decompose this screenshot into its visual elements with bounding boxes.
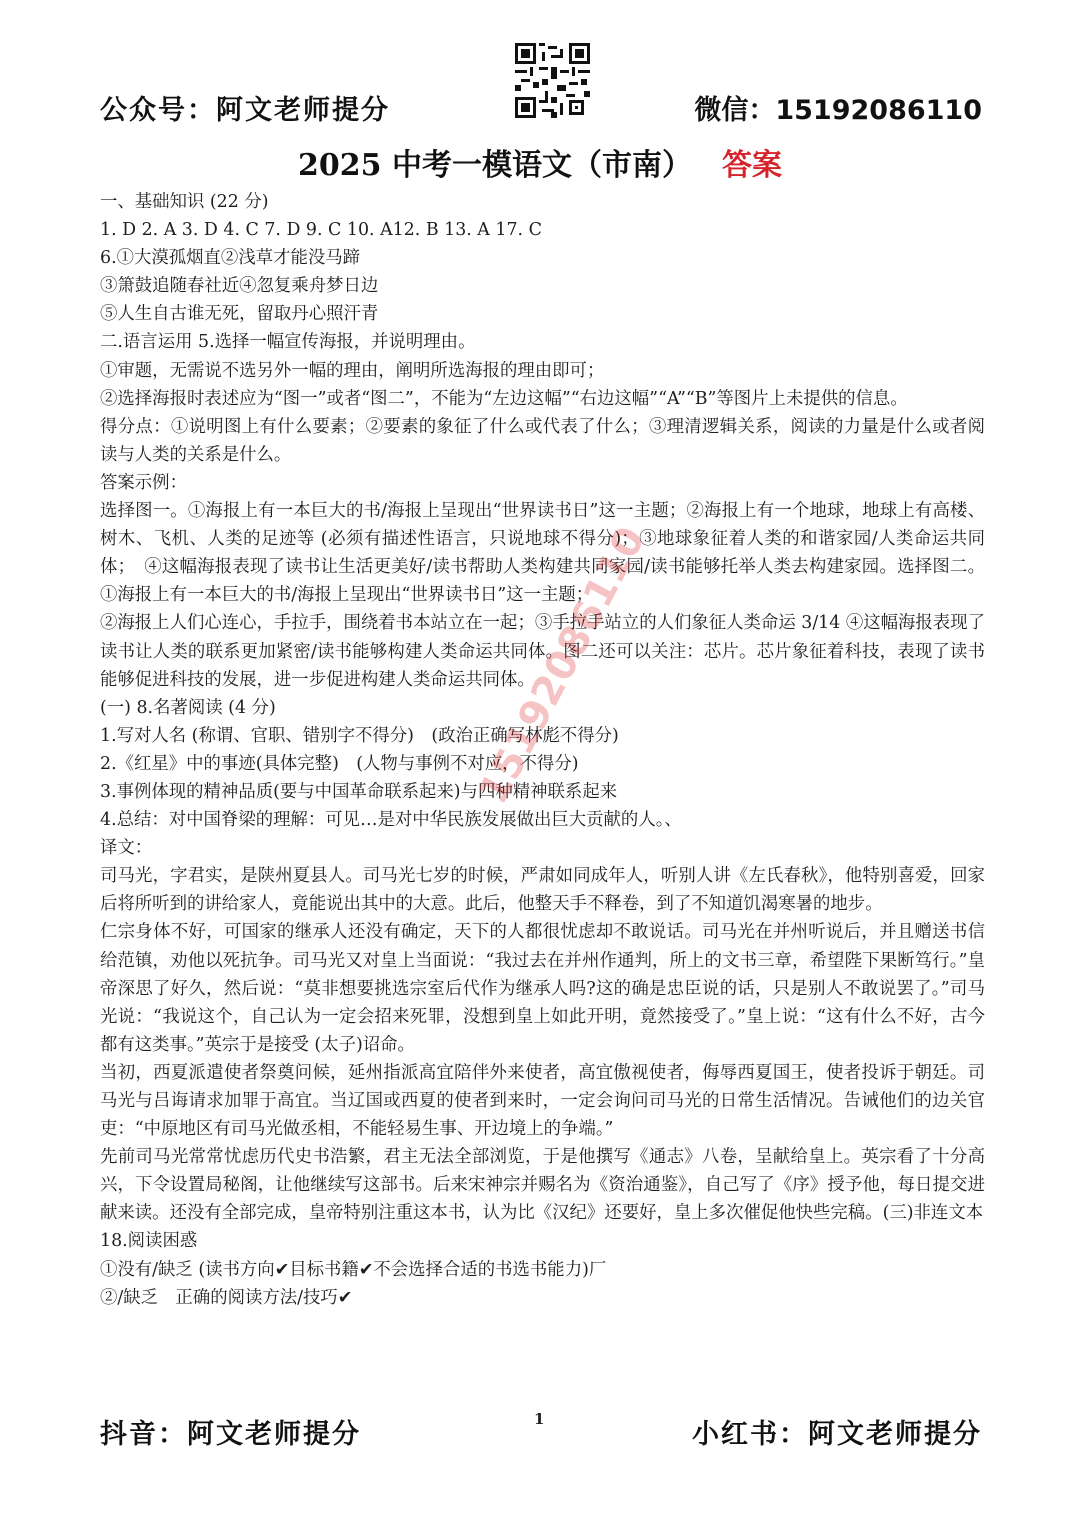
text-line: ①没有/缺乏 (读书方向✔目标书籍✔不会选择合适的书选书能力)厂: [100, 1259, 607, 1280]
text-line: ③箫鼓追随春社近④忽复乘舟梦日边: [100, 276, 379, 297]
header-wechat-id: 微信：15192086110: [694, 95, 982, 126]
text-line: 6.①大漠孤烟直②浅草才能没马蹄: [100, 248, 361, 269]
text-line: 译文：: [100, 838, 153, 859]
watermark: 15192086110: [470, 519, 655, 812]
title-answer: 答案: [721, 148, 782, 183]
text-paragraph: 仁宗身体不好，可国家的继承人还没有确定，天下的人都很忧虑却不敢说话。司马光在并州听说后，并且赠送书信给范镇，劝他以死抗争。司马光又对皇上当面说：“我过去在并州作通判，所上的文书三章，希望陛下果断笃行。”皇帝深思了好久，然后说：“莫非想要挑选宗室后代作为继承人吗?这的确是忠臣说的话，只是别人不敢说罢了。”司马光说：“我说这个，自己认为一定会招来死罪，没想到皇上如此开明，竟然接受了。”皇上说：“这有什么不好，古今都有这类事。”英宗于是接受 (太子)诏命。: [100, 922, 985, 1055]
text-line: 3.事例体现的精神品质(要与中国革命联系起来)与四种精神联系起来: [100, 781, 618, 802]
text-line: 2.《红星》中的事迹(具体完整) (人物与事例不对应，不得分): [100, 753, 579, 774]
section-heading: (一) 8.名著阅读 (4 分): [100, 697, 276, 718]
answer-content: [100, 188, 985, 1312]
section-heading: 18.阅读困惑: [100, 1231, 198, 1252]
text-line: 1. D 2. A 3. D 4. C 7. D 9. C 10. A12. B 13. A 17. C: [100, 220, 542, 241]
text-line: 1.写对人名 (称谓、官职、错别字不得分) (政治正确写林彪不得分): [100, 725, 619, 746]
text-line: ②选择海报时表述应为“图一”或者“图二”，不能为“左边这幅”“右边这幅”“A”“B”等图片上未提供的信息。: [100, 388, 908, 409]
text-line: 4.总结：对中国脊梁的理解：可见…是对中华民族发展做出巨大贡献的人。、: [100, 810, 682, 831]
text-paragraph: 先前司马光常常忧虑历代史书浩繁，君主无法全部浏览，于是他撰写《通志》八卷，呈献给皇上。英宗看了十分高兴，下令设置局秘阁，让他继续写这部书。后来宋神宗并赐名为《资治通鉴》，自己写了《序》授予他，每日提交进献来读。还没有全部完成，皇帝特别注重这本书，认为比《汉纪》还要好，皇上多次催促他快些完稿。(三)非连文本: [100, 1147, 985, 1224]
text-line: ②/缺乏 正确的阅读方法/技巧✔: [100, 1287, 353, 1308]
page-number: 1: [534, 1410, 545, 1428]
text-line: ①审题，无需说不选另外一幅的理由，阐明所选海报的理由即可；: [100, 360, 605, 381]
text-line: ⑤人生自古谁无死，留取丹心照汗青: [100, 304, 379, 325]
footer-douyin: 抖音：阿文老师提分: [100, 1419, 361, 1450]
header-wechat-account: 公众号：阿文老师提分: [100, 95, 390, 126]
text-paragraph: 得分点：①说明图上有什么要素；②要素的象征了什么或代表了什么；③理清逻辑关系，阅读的力量是什么或者阅读与人类的关系是什么。: [100, 416, 985, 465]
section-heading: 二.语言运用 5.选择一幅宣传海报，并说明理由。: [100, 332, 476, 353]
text-line: 答案示例：: [100, 472, 187, 493]
text-paragraph: 选择图一。①海报上有一本巨大的书/海报上呈现出“世界读书日”这一主题；②海报上有一个地球，地球上有高楼、树木、飞机、人类的足迹等 (必须有描述性语言，只说地球不得分)；③地球象征着人类的和谐家园/人类命运共同体； ④这幅海报表现了读书让生活更美好/读书帮助人类构建共同家园/读书能够托举人类去构建家园。选择图二。①海报上有一本巨大的书/海报上呈现出“世界读书日”这一主题；: [100, 501, 985, 606]
document-title: [0, 140, 1080, 184]
text-paragraph: 司马光，字君实，是陕州夏县人。司马光七岁的时候，严肃如同成年人，听别人讲《左氏春秋》，他特别喜爱，回家后将所听到的讲给家人，竟能说出其中的大意。此后，他整天手不释卷，到了不知道饥渴寒暑的地步。: [100, 866, 985, 915]
text-paragraph: ②海报上人们心连心，手拉手，围绕着书本站立在一起；③手拉手站立的人们象征人类命运 3/14 ④这幅海报表现了读书让人类的联系更加紧密/读书能够构建人类命运共同体。图二还可以关注：芯片。芯片象征着科技，表现了读书能够促进科技的发展，进一步促进构建人类命运共同体。: [100, 613, 985, 690]
text-paragraph: 当初，西夏派遣使者祭奠问候，延州指派高宜陪伴外来使者，高宜傲视使者，侮辱西夏国王，使者投诉于朝廷。司马光与吕诲请求加罪于高宜。当辽国或西夏的使者到来时，一定会询问司马光的日常生活情况。告诫他们的边关官吏：“中原地区有司马光做丞相，不能轻易生事、开边境上的争端。”: [100, 1062, 985, 1140]
title-main: 2025 中考一模语文（市南）: [298, 148, 692, 183]
footer-xiaohongshu: 小红书：阿文老师提分: [692, 1419, 982, 1450]
section-heading: 一、基础知识 (22 分): [100, 192, 269, 212]
qr-code-icon: [515, 43, 590, 118]
